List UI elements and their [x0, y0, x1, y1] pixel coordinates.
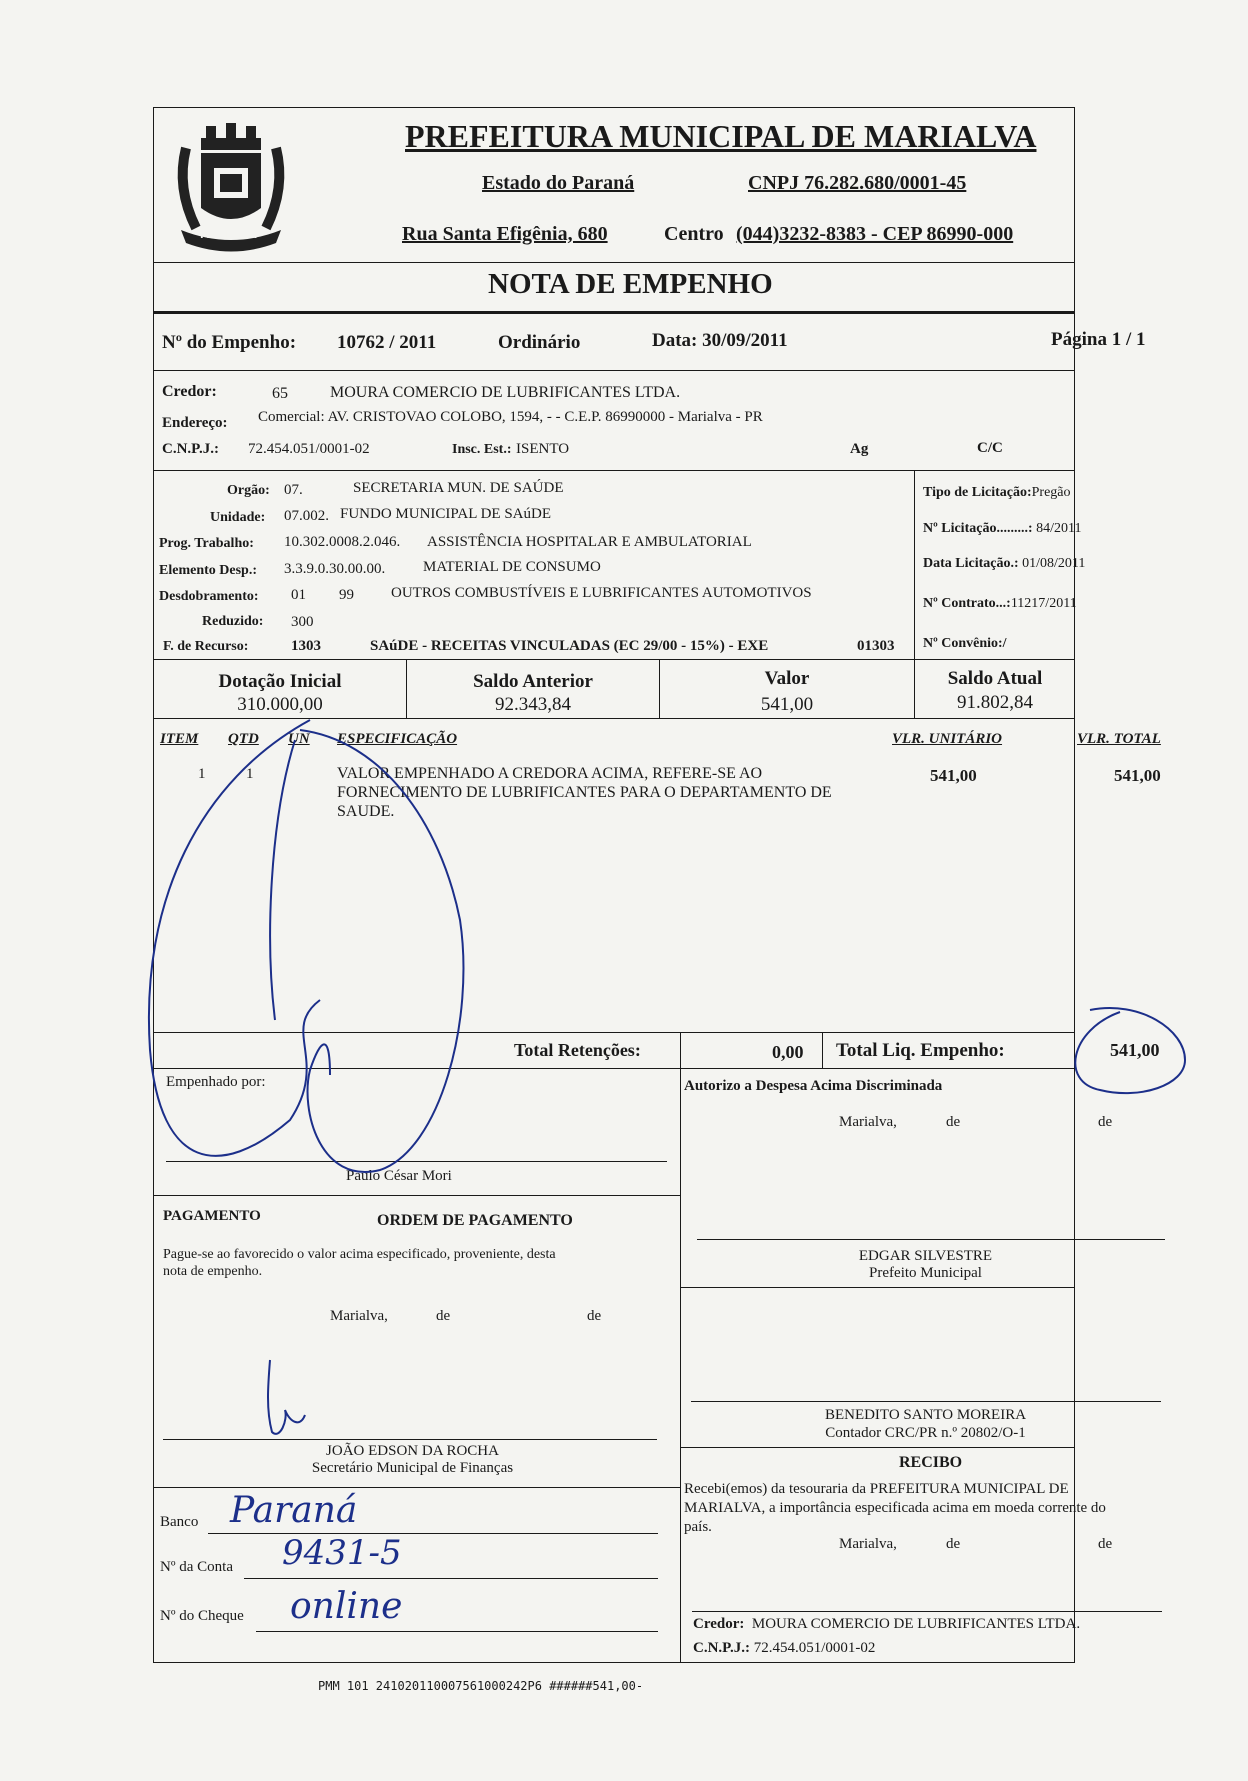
liq-empenho-value: 541,00	[1110, 1040, 1160, 1060]
item-spec-line2: FORNECIMENTO DE LUBRIFICANTES PARA O DEPARTAMENTO DE	[337, 784, 832, 801]
col-spec-header: ESPECIFICAÇÃO	[337, 731, 458, 747]
header-title: PREFEITURA MUNICIPAL DE MARIALVA	[405, 118, 1037, 154]
licitacao-convenio: Nº Convênio:/	[923, 636, 1007, 651]
recibo-text3: país.	[684, 1519, 712, 1535]
empenhado-label: Empenhado por:	[166, 1074, 266, 1090]
licitacao-contrato-label: Nº Contrato...:	[923, 596, 1011, 611]
orgao-code: 07.	[284, 482, 303, 498]
empenho-type: Ordinário	[498, 332, 581, 353]
recibo-credor-label: Credor:	[693, 1616, 745, 1632]
unidade-code: 07.002.	[284, 508, 329, 524]
empenho-page: Página 1 / 1	[1051, 329, 1146, 350]
conta-label: Nº da Conta	[160, 1559, 233, 1575]
saldo-anterior-value: 92.343,84	[495, 694, 571, 715]
licitacao-tipo-value: Pregão	[1031, 485, 1071, 500]
licitacao-num-value: 84/2011	[1036, 521, 1082, 536]
insc-value: ISENTO	[516, 441, 570, 457]
orgao-name: SECRETARIA MUN. DE SAÚDE	[353, 480, 564, 496]
desd-label: Desdobramento:	[159, 589, 259, 604]
cc-label: C/C	[977, 440, 1003, 456]
saldo-atual-value: 91.802,84	[957, 692, 1033, 713]
col-un-header: UN	[288, 731, 310, 747]
pagamento-de1: de	[436, 1308, 451, 1324]
elem-code: 3.3.9.0.30.00.00.	[284, 561, 386, 577]
item-total-value: 541,00	[1114, 766, 1161, 785]
footer-code: PMM 101 241020110007561000242P6 ######541,00-	[318, 1679, 644, 1693]
autorizo-marialva: Marialva,	[839, 1114, 897, 1130]
credor-code: 65	[272, 385, 288, 402]
recibo-cnpj-label: C.N.P.J.:	[693, 1640, 750, 1656]
pagamento-text1: Pague-se ao favorecido o valor acima especificado, proveniente, desta	[163, 1247, 556, 1262]
autorizo-de2: de	[1098, 1114, 1113, 1130]
reduzido-label: Reduzido:	[202, 614, 264, 629]
item-number: 1	[198, 766, 206, 782]
conta-handwritten: 9431-5	[282, 1533, 402, 1573]
recibo-text2: MARIALVA, a importância especificada acima em moeda corrente do	[684, 1500, 1106, 1516]
pagamento-de2: de	[587, 1308, 602, 1324]
cnpj-value: 72.454.051/0001-02	[248, 441, 370, 457]
prog-label: Prog. Trabalho:	[159, 536, 254, 551]
insc-label: Insc. Est.:	[452, 442, 512, 457]
desd-code1: 01	[291, 587, 306, 603]
recurso-num: 01303	[857, 638, 895, 654]
empenhado-name: Paulo César Mori	[346, 1168, 452, 1184]
header-street: Rua Santa Efigênia, 680	[402, 223, 608, 245]
empenho-number-label: Nº do Empenho:	[162, 332, 297, 353]
item-spec-line1: VALOR EMPENHADO A CREDORA ACIMA, REFERE-SE AO	[337, 765, 763, 782]
licitacao-data-label: Data Licitação.:	[923, 556, 1019, 571]
header-phone-cep: (044)3232-8383 - CEP 86990-000	[736, 223, 1014, 245]
recibo-de1: de	[946, 1536, 961, 1552]
autorizo-label: Autorizo a Despesa Acima Discriminada	[684, 1078, 943, 1094]
credor-name: MOURA COMERCIO DE LUBRIFICANTES LTDA.	[330, 384, 681, 401]
recibo-marialva: Marialva,	[839, 1536, 897, 1552]
orgao-label: Orgão:	[227, 483, 270, 498]
header-cnpj: CNPJ 76.282.680/0001-45	[748, 172, 967, 194]
recibo-title: RECIBO	[899, 1454, 963, 1471]
header-state: Estado do Paraná	[482, 172, 635, 194]
header-district: Centro	[664, 223, 724, 245]
col-total-header: VLR. TOTAL	[1077, 731, 1161, 747]
contador-role: Contador CRC/PR n.º 20802/O-1	[825, 1425, 1026, 1441]
secretario-name: JOÃO EDSON DA ROCHA	[326, 1443, 499, 1459]
pagamento-text2: nota de empenho.	[163, 1264, 263, 1279]
prefeito-name: EDGAR SILVESTRE	[858, 1248, 993, 1264]
valor-value: 541,00	[760, 694, 814, 715]
empenho-date: Data: 30/09/2011	[652, 330, 788, 351]
secretario-role: Secretário Municipal de Finanças	[311, 1460, 514, 1476]
recibo-text1: Recebi(emos) da tesouraria da PREFEITURA MUNICIPAL DE	[684, 1481, 1069, 1497]
item-spec-line3: SAUDE.	[337, 803, 395, 820]
prefeito-role: Prefeito Municipal	[869, 1265, 982, 1281]
reduzido-value: 300	[291, 614, 314, 630]
dotacao-label: Dotação Inicial	[218, 671, 342, 692]
prog-code: 10.302.0008.2.046.	[284, 534, 401, 550]
recibo-de2: de	[1098, 1536, 1113, 1552]
ordem-pagamento-label: ORDEM DE PAGAMENTO	[377, 1212, 573, 1229]
ag-label: Ag	[850, 441, 869, 457]
licitacao-contrato-value: 11217/2011	[1010, 596, 1077, 611]
empenho-number: 10762 / 2011	[337, 332, 437, 353]
col-item-header: ITEM	[160, 731, 199, 747]
crest-text: MARIALVA	[200, 230, 257, 241]
elem-name: MATERIAL DE CONSUMO	[423, 559, 601, 575]
cheque-handwritten: online	[290, 1586, 403, 1627]
valor-label: Valor	[764, 668, 810, 689]
elem-label: Elemento Desp.:	[159, 563, 257, 578]
cheque-label: Nº do Cheque	[160, 1608, 244, 1624]
unidade-name: FUNDO MUNICIPAL DE SAúDE	[340, 506, 551, 522]
pagamento-marialva: Marialva,	[330, 1308, 388, 1324]
recurso-name: SAúDE - RECEITAS VINCULADAS (EC 29/00 - 15%) - EXE	[370, 638, 769, 654]
address: Comercial: AV. CRISTOVAO COLOBO, 1594, - - C.E.P. 86990000 - Marialva - PR	[258, 409, 763, 425]
credor-label: Credor:	[162, 383, 217, 400]
licitacao-tipo-label: Tipo de Licitação:	[923, 485, 1032, 500]
banco-label: Banco	[160, 1514, 199, 1530]
licitacao-data-value: 01/08/2011	[1022, 556, 1086, 571]
unidade-label: Unidade:	[210, 510, 266, 525]
desd-name: OUTROS COMBUSTÍVEIS E LUBRIFICANTES AUTOMOTIVOS	[391, 585, 812, 601]
pagamento-label: PAGAMENTO	[163, 1208, 261, 1224]
item-unit-value: 541,00	[930, 766, 977, 785]
saldo-atual-label: Saldo Atual	[947, 668, 1043, 689]
liq-empenho-label: Total Liq. Empenho:	[836, 1040, 1005, 1061]
saldo-anterior-label: Saldo Anterior	[473, 671, 593, 692]
col-unit-header: VLR. UNITÁRIO	[892, 731, 1003, 747]
autorizo-de1: de	[946, 1114, 961, 1130]
retencoes-value: 0,00	[772, 1042, 804, 1062]
doc-title: NOTA DE EMPENHO	[488, 268, 773, 300]
recibo-cnpj-value: 72.454.051/0001-02	[753, 1640, 876, 1656]
recurso-code: 1303	[291, 638, 321, 654]
address-label: Endereço:	[162, 415, 228, 431]
item-qty: 1	[246, 766, 254, 782]
prog-name: ASSISTÊNCIA HOSPITALAR E AMBULATORIAL	[427, 534, 752, 550]
cnpj-label: C.N.P.J.:	[162, 441, 219, 457]
recibo-credor-name: MOURA COMERCIO DE LUBRIFICANTES LTDA.	[751, 1616, 1081, 1632]
banco-handwritten: Paraná	[230, 1490, 358, 1531]
col-qtd-header: QTD	[228, 731, 259, 747]
retencoes-label: Total Retenções:	[514, 1040, 641, 1060]
contador-name: BENEDITO SANTO MOREIRA	[824, 1407, 1027, 1423]
dotacao-value: 310.000,00	[237, 694, 323, 715]
licitacao-num-label: Nº Licitação.........:	[923, 521, 1033, 536]
recurso-label: F. de Recurso:	[163, 639, 249, 654]
desd-code2: 99	[339, 587, 354, 603]
